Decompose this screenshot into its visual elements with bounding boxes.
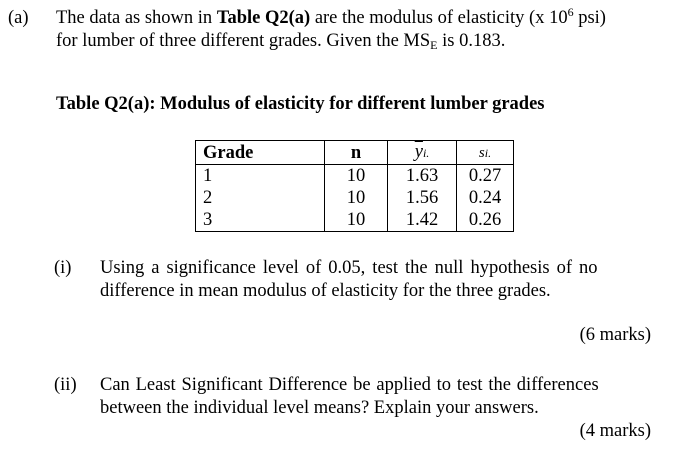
question-ii-marks: (4 marks) <box>579 421 651 441</box>
question-ii-line-1: Can Least Significant Difference be applied to test the differences <box>100 375 599 395</box>
mse-subscript: E <box>430 38 438 52</box>
table-row <box>196 187 514 209</box>
cell-grade: 3 <box>196 209 325 232</box>
intro-line-1-end: psi) <box>573 8 606 28</box>
header-n: n <box>325 141 388 165</box>
cell-n: 10 <box>325 209 388 232</box>
intro-line-1 <box>56 7 606 30</box>
exponent: 6 <box>567 5 574 19</box>
part-label: (a) <box>8 8 29 28</box>
question-ii-line-2: between the individual level means? Explain your answers. <box>100 398 539 418</box>
cell-s: 0.27 <box>457 165 514 188</box>
question-i-label: (i) <box>54 258 72 278</box>
question-i-line-1: Using a significance level of 0.05, test the null hypothesis of no <box>100 258 598 278</box>
table-row <box>196 209 514 232</box>
intro-line-2 <box>56 30 505 53</box>
cell-ybar: 1.56 <box>388 187 457 209</box>
cell-ybar: 1.42 <box>388 209 457 232</box>
table-header-row <box>196 141 514 165</box>
intro-line-1-post: are the modulus of elasticity (x 10 <box>310 8 568 28</box>
table-reference: Table Q2(a) <box>216 8 311 28</box>
cell-grade: 2 <box>196 187 325 209</box>
cell-n: 10 <box>325 165 388 188</box>
question-ii-label: (ii) <box>54 375 77 395</box>
table-caption: Table Q2(a): Modulus of elasticity for different lumber grades <box>56 94 545 114</box>
intro-line-1-pre: The data as shown in <box>56 8 217 28</box>
question-i-line-2: difference in mean modulus of elasticity for the three grades. <box>100 281 551 301</box>
intro-line-2-end: is 0.183. <box>437 31 506 51</box>
data-table <box>195 140 514 232</box>
cell-s: 0.26 <box>457 209 514 232</box>
header-grade: Grade <box>196 141 325 165</box>
ybar-symbol: $\overline{y}$ <box>414 142 423 162</box>
ybar-subscript: i. <box>422 146 430 160</box>
cell-ybar: 1.63 <box>388 165 457 188</box>
intro-line-2-pre: for lumber of three different grades. Given the MS <box>56 31 431 51</box>
table-row <box>196 165 514 188</box>
header-s <box>457 141 514 165</box>
s-symbol: s <box>478 145 485 161</box>
s-subscript: i. <box>484 146 492 160</box>
cell-s: 0.24 <box>457 187 514 209</box>
cell-n: 10 <box>325 187 388 209</box>
cell-grade: 1 <box>196 165 325 188</box>
question-i-marks: (6 marks) <box>579 325 651 345</box>
header-ybar <box>388 141 457 165</box>
